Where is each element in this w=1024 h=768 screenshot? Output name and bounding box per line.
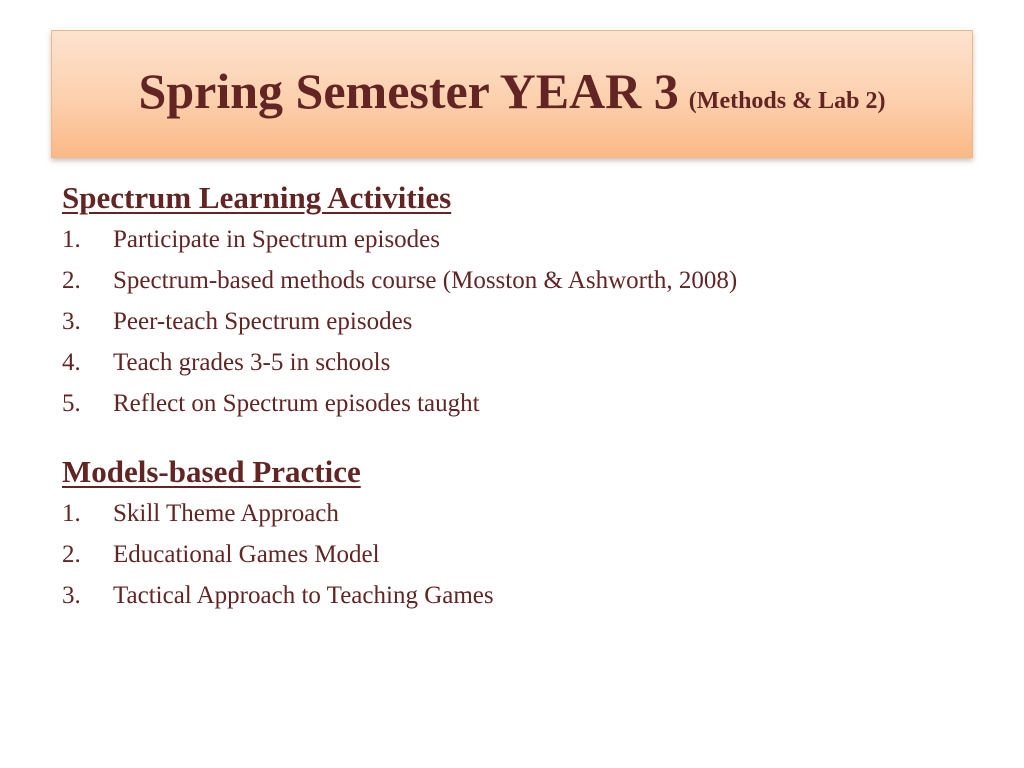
list-item-number: 4. (62, 349, 81, 376)
list-item (62, 350, 451, 391)
list-item-number: 1. (62, 500, 81, 527)
section-heading: Spectrum Learning Activities (62, 180, 452, 215)
list-item-number: 2. (62, 541, 81, 568)
list-item-text: Skill Theme Approach (113, 500, 339, 527)
list-item (62, 390, 480, 432)
section-heading: Models-based Practice (62, 454, 361, 489)
list-item-text: Peer-teach Spectrum episodes (113, 308, 413, 335)
numbered-list (62, 226, 738, 432)
list-item-number: 1. (62, 226, 81, 253)
list-item-text: Participate in Spectrum episodes (113, 226, 441, 253)
slide-title (139, 62, 886, 120)
list-item (62, 541, 380, 583)
list-item-text: Spectrum-based methods course (Mosston & Ashworth, 2008) (113, 267, 738, 294)
list-item-number: 3. (62, 582, 81, 609)
title-banner (51, 30, 973, 158)
slide-title-subtitle: (Methods & Lab 2) (688, 88, 886, 114)
section-spectrum-learning-activities (62, 180, 738, 432)
list-item (62, 227, 451, 268)
section-models-based-practice (62, 454, 494, 624)
list-item-number: 5. (62, 390, 81, 417)
list-item (62, 501, 361, 542)
list-item (62, 267, 738, 309)
list-item-number: 2. (62, 267, 81, 294)
list-item-text: Teach grades 3-5 in schools (113, 349, 391, 376)
list-item-number: 3. (62, 308, 81, 335)
list-item (62, 309, 451, 350)
list-item-text: Tactical Approach to Teaching Games (113, 582, 494, 609)
numbered-list (62, 500, 494, 624)
list-item (62, 582, 494, 624)
list-item-text: Reflect on Spectrum episodes taught (113, 390, 480, 417)
slide-title-main: Spring Semester YEAR 3 (138, 63, 679, 119)
list-item-text: Educational Games Model (113, 541, 380, 568)
